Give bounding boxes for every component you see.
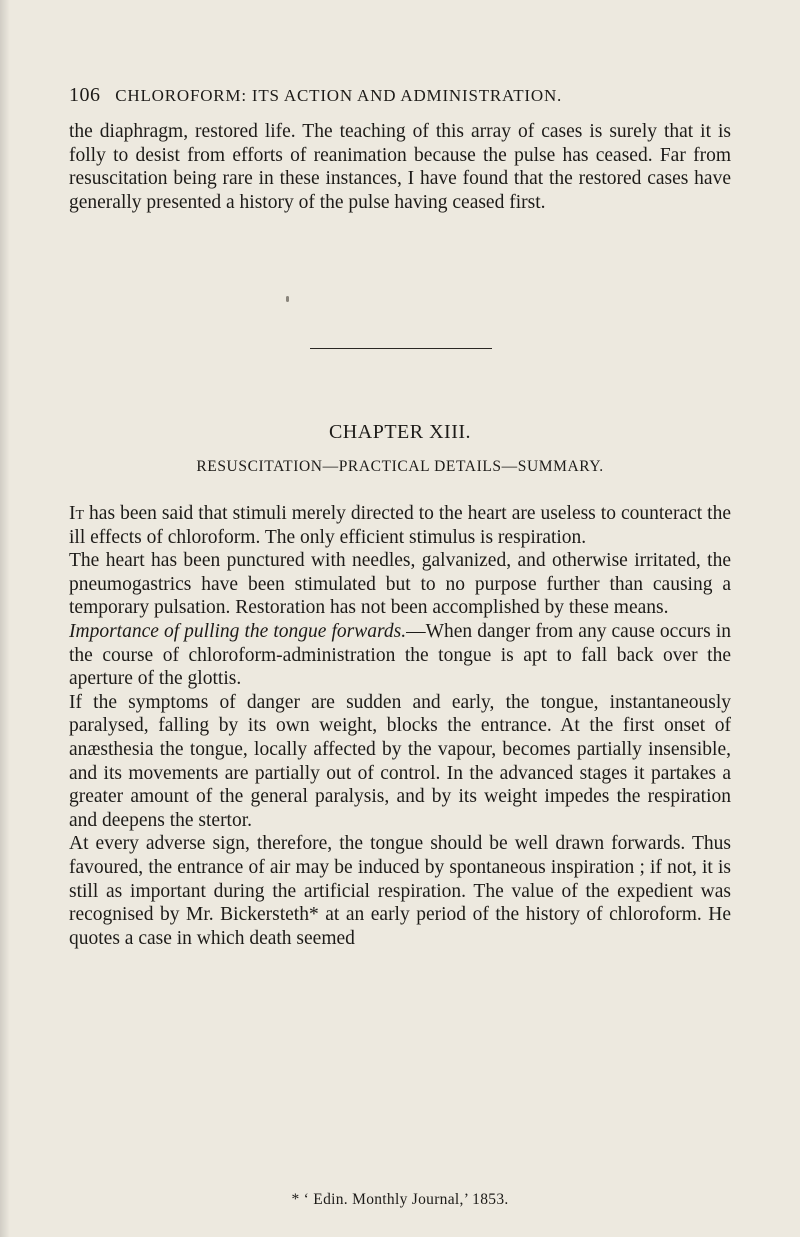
chapter-subheading: RESUSCITATION—PRACTICAL DETAILS—SUMMARY. (196, 458, 604, 475)
paragraph-stimuli (69, 502, 731, 549)
paragraph-symptoms: If the symptoms of danger are sudden and early, the tongue, instantaneously paralysed, falling by its own weight, blocks the entrance. At the first onset of anæsthesia the tongue, locally affected by the vapour, becomes partially insensible, and its movements are partially out of control. In the advanced stages it partakes a greater amount of the general paralysis, and by its weight impedes the respiration and deepens the stertor. (69, 691, 731, 831)
running-head (69, 84, 729, 107)
paper-speck (286, 296, 289, 302)
page-gutter-shadow (0, 0, 10, 1237)
paragraph-text: has been said that stimuli merely directed to the heart are useless to counteract the ill effects of chloroform. The only efficient stimulus is respiration. (69, 503, 731, 548)
chapter-heading: CHAPTER XIII. (328, 421, 472, 443)
paragraph-adverse-sign: At every adverse sign, therefore, the tongue should be well drawn forwards. Thus favoured, the entrance of air may be induced by spontaneous inspiration ; if not, it is still as important during the artificial respiration. The value of the expedient was recognised by Mr. Bickersteth* at an early period of the history of chloroform. He quotes a case in which death seemed (69, 833, 731, 949)
intro-paragraph: the diaphragm, restored life. The teaching of this array of cases is surely that it is folly to desist from efforts of reanimation because the pulse has ceased. Far from resuscitation being rare in these instances, I have found that the restored cases have generally presented a history of the pulse having ceased first. (69, 121, 731, 213)
paragraph-lead-word: It (69, 503, 85, 524)
paragraph-tongue-importance (69, 620, 731, 691)
page-number: 106 (69, 84, 101, 106)
paragraph-side-heading: Importance of pulling the tongue forwards. (69, 620, 407, 642)
section-divider-rule (310, 348, 492, 349)
paragraph-text: —When danger from any cause occurs in the course of chloroform-administration the tongue is apt to fall back over the aperture of the glottis. (69, 620, 731, 690)
running-head-title: CHLOROFORM: ITS ACTION AND ADMINISTRATION. (115, 86, 563, 105)
intro-text (69, 120, 731, 214)
paragraph-heart: The heart has been punctured with needles, galvanized, and otherwise irritated, the pneumogastrics have been stimulated but to no purpose further than causing a temporary pulsation. Restoration has not been accomplished by these means. (69, 550, 731, 619)
chapter-body (69, 502, 731, 950)
footnote: * ‘ Edin. Monthly Journal,’ 1853. (291, 1191, 509, 1208)
